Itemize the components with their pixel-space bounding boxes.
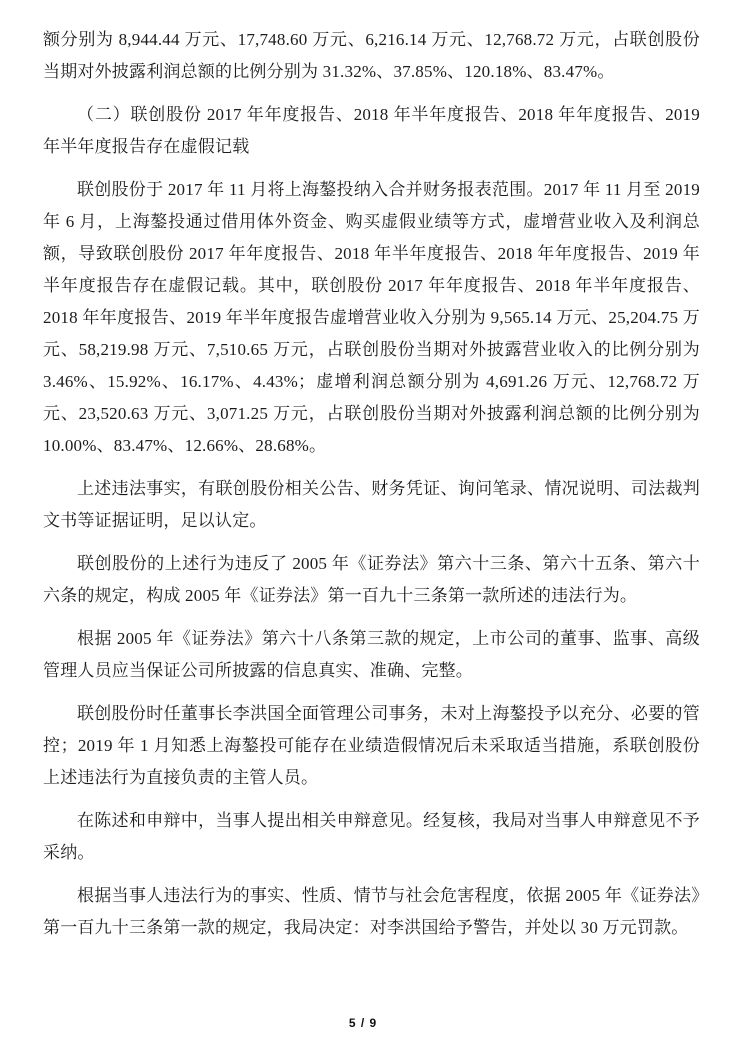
paragraph-consolidation-and-inflated-revenue: 联创股份于 2017 年 11 月将上海鏊投纳入合并财务报表范围。2017 年 11 月至 2019 年 6 月，上海鏊投通过借用体外资金、购买虚假业绩等方式，虚增营业收入及利润总额，导致联创股份 2017 年年度报告、2018 年半年度报告、2018 年年度报告、2019 年半年度报告存在虚假记载。其中，联创股份 2017 年年度报告、2018 年半年度报告、2018 年年度报告、2019 年半年度报告虚增营业收入分别为 9,565.14 万元、25,204.75 万元、58,219.98 万元、7,510.65 万元，占联创股份当期对外披露营业收入的比例分别为 3.46%、15.92%、16.17%、4.43%；虚增利润总额分别为 4,691.26 万元、12,768.72 万元、23,520.63 万元、3,071.25 万元，占联创股份当期对外披露利润总额的比例分别为 10.00%、83.47%、12.66%、28.68%。 bbox=[43, 180, 700, 455]
paragraph-penalty-decision: 根据当事人违法行为的事实、性质、情节与社会危害程度，依据 2005 年《证券法》第一百九十三条第一款的规定，我局决定：对李洪国给予警告，并处以 30 万元罚款。 bbox=[43, 886, 700, 937]
paragraph-chairman-responsibility: 联创股份时任董事长李洪国全面管理公司事务，未对上海鏊投予以充分、必要的管控；2019 年 1 月知悉上海鏊投可能存在业绩造假情况后未采取适当措施，系联创股份上述违法行为直接负责的主管人员。 bbox=[43, 704, 700, 787]
paragraph-profit-amounts-continuation: 额分别为 8,944.44 万元、17,748.60 万元、6,216.14 万元、12,768.72 万元，占联创股份当期对外披露利润总额的比例分别为 31.32%、37.85%、120.18%、83.47%。 bbox=[43, 30, 700, 81]
paragraph-defense-rejected: 在陈述和申辩中，当事人提出相关申辩意见。经复核，我局对当事人申辩意见不予采纳。 bbox=[43, 811, 700, 862]
section-heading-false-records: （二）联创股份 2017 年年度报告、2018 年半年度报告、2018 年年度报告、2019 年半年度报告存在虚假记载 bbox=[43, 105, 700, 156]
document-body bbox=[43, 24, 700, 955]
page-number: 5 / 9 bbox=[348, 1016, 378, 1030]
paragraph-evidence: 上述违法事实，有联创股份相关公告、财务凭证、询问笔录、情况说明、司法裁判文书等证据证明，足以认定。 bbox=[43, 479, 700, 530]
paragraph-violated-articles: 联创股份的上述行为违反了 2005 年《证券法》第六十三条、第六十五条、第六十六条的规定，构成 2005 年《证券法》第一百九十三条第一款所述的违法行为。 bbox=[43, 554, 700, 605]
page-footer bbox=[43, 1014, 683, 1032]
paragraph-article-68-obligation: 根据 2005 年《证券法》第六十八条第三款的规定，上市公司的董事、监事、高级管理人员应当保证公司所披露的信息真实、准确、完整。 bbox=[43, 629, 700, 680]
